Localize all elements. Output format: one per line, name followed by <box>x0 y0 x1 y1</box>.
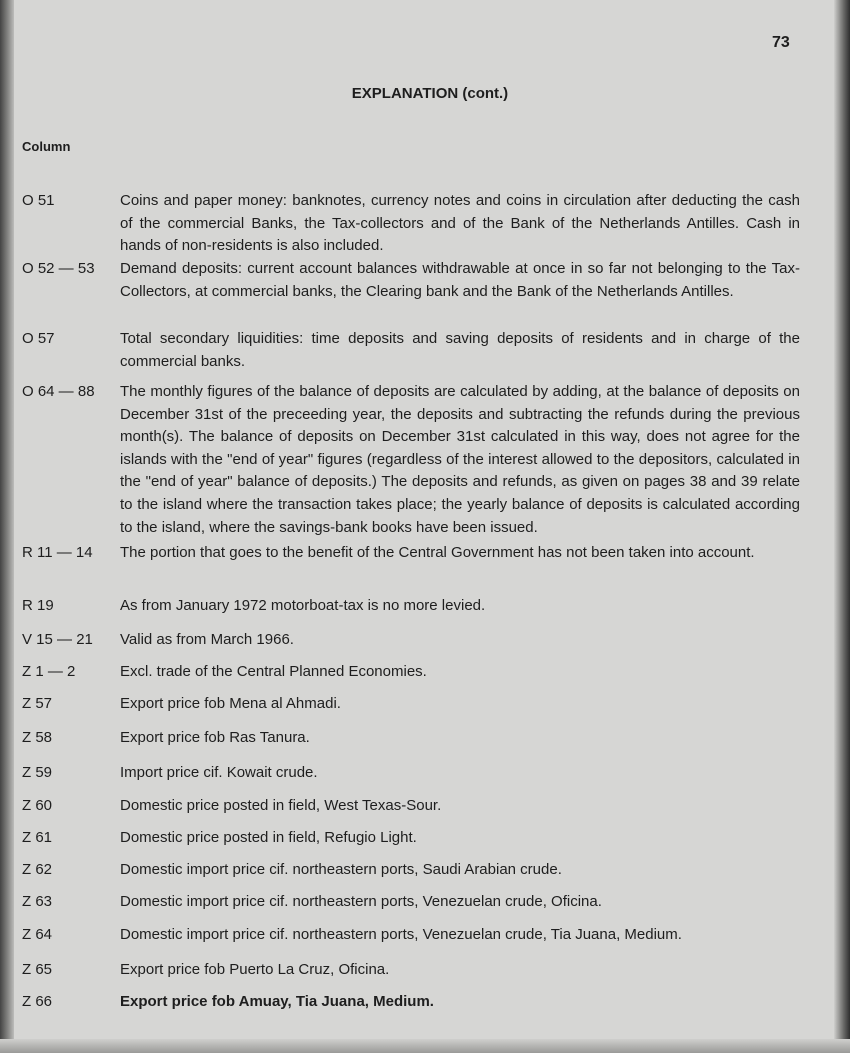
page-number: 73 <box>772 34 790 51</box>
explanation-entry <box>22 959 800 982</box>
explanation-entry <box>22 328 800 373</box>
explanation-entry <box>22 991 800 1014</box>
explanation-text: Export price fob Ras Tanura. <box>120 729 310 746</box>
column-code: Z 59 <box>22 764 53 781</box>
explanation-entry <box>22 795 800 818</box>
explanation-text: Domestic import price cif. northeastern ports, Venezuelan crude, Oficina. <box>120 893 602 910</box>
explanation-text: Coins and paper money: banknotes, currency notes and coins in circulation after deducting the cash of the commercial Banks, the Tax-collectors and of the Bank of the Netherlands Antilles. Cash in hands of non-residents is also included. <box>120 192 800 255</box>
book-spine-edge <box>0 0 14 1053</box>
explanation-text: The portion that goes to the benefit of the Central Government has not been taken into account. <box>120 544 755 561</box>
explanation-text: Domestic price posted in field, Refugio Light. <box>120 829 417 846</box>
column-code: Z 61 <box>22 829 53 846</box>
explanation-text: Domestic import price cif. northeastern ports, Saudi Arabian crude. <box>120 861 562 878</box>
explanation-text: Export price fob Puerto La Cruz, Oficina. <box>120 961 390 978</box>
explanation-text: Excl. trade of the Central Planned Economies. <box>120 663 427 680</box>
explanation-entry <box>22 827 800 850</box>
column-code: O 64 — 88 <box>22 383 95 400</box>
explanation-entry <box>22 661 800 684</box>
column-code: Z 62 <box>22 861 53 878</box>
column-code: O 57 <box>22 330 55 347</box>
explanation-entry <box>22 258 800 303</box>
explanation-text: Export price fob Amuay, Tia Juana, Medium. <box>120 993 434 1010</box>
column-code: Z 1 — 2 <box>22 663 76 680</box>
explanation-entry <box>22 629 800 652</box>
explanation-entry <box>22 693 800 716</box>
explanation-text: Valid as from March 1966. <box>120 631 294 648</box>
explanation-text: Domestic import price cif. northeastern ports, Venezuelan crude, Tia Juana, Medium. <box>120 926 682 943</box>
column-code: O 52 — 53 <box>22 260 95 277</box>
explanation-text: Demand deposits: current account balances withdrawable at once in so far not belonging to the Tax-Collectors, at commercial banks, the Clearing bank and the Bank of the Netherlands Antilles. <box>120 260 800 300</box>
column-header: Column <box>22 139 71 154</box>
explanation-entry <box>22 190 800 258</box>
explanation-entry <box>22 924 800 947</box>
column-code: Z 63 <box>22 893 53 910</box>
explanation-entry <box>22 595 800 618</box>
page-bottom-edge <box>0 1039 850 1053</box>
explanation-text: The monthly figures of the balance of deposits are calculated by adding, at the balance of deposits on December 31st of the preceeding year, the deposits and subtracting the refunds during the previous month(s). The balance of deposits on December 31st calculated in this way, does not agree for the islands with the "end of year" figures (regardless of the interest allowed to the depositors, calculated in the "end of year" balance of deposits.) The deposits and refunds, as given on pages 38 and 39 relate to the island where the transaction takes place; the yearly balance of deposits is calculated according to the island, where the savings-bank books have been issued. <box>120 383 800 536</box>
column-code: O 51 <box>22 192 55 209</box>
page-title: EXPLANATION (cont.) <box>351 85 509 102</box>
explanation-entry <box>22 727 800 750</box>
explanation-entry <box>22 859 800 882</box>
explanation-entry <box>22 542 800 565</box>
column-code: R 11 — 14 <box>22 544 93 561</box>
column-code: Z 57 <box>22 695 53 712</box>
explanation-entry <box>22 381 800 539</box>
explanation-entry <box>22 891 800 914</box>
explanation-text: As from January 1972 motorboat-tax is no more levied. <box>120 597 486 614</box>
page-right-edge <box>834 0 850 1053</box>
explanation-text: Domestic price posted in field, West Texas-Sour. <box>120 797 442 814</box>
column-code: Z 66 <box>22 993 53 1010</box>
explanation-text: Import price cif. Kowait crude. <box>120 764 318 781</box>
column-code: Z 65 <box>22 961 53 978</box>
column-code: Z 60 <box>22 797 53 814</box>
column-code: Z 58 <box>22 729 53 746</box>
explanation-entry <box>22 762 800 785</box>
explanation-text: Export price fob Mena al Ahmadi. <box>120 695 341 712</box>
column-code: Z 64 <box>22 926 53 943</box>
column-code: V 15 — 21 <box>22 631 93 648</box>
column-code: R 19 <box>22 597 54 614</box>
explanation-text: Total secondary liquidities: time deposits and saving deposits of residents and in charge of the commercial banks. <box>120 330 800 370</box>
